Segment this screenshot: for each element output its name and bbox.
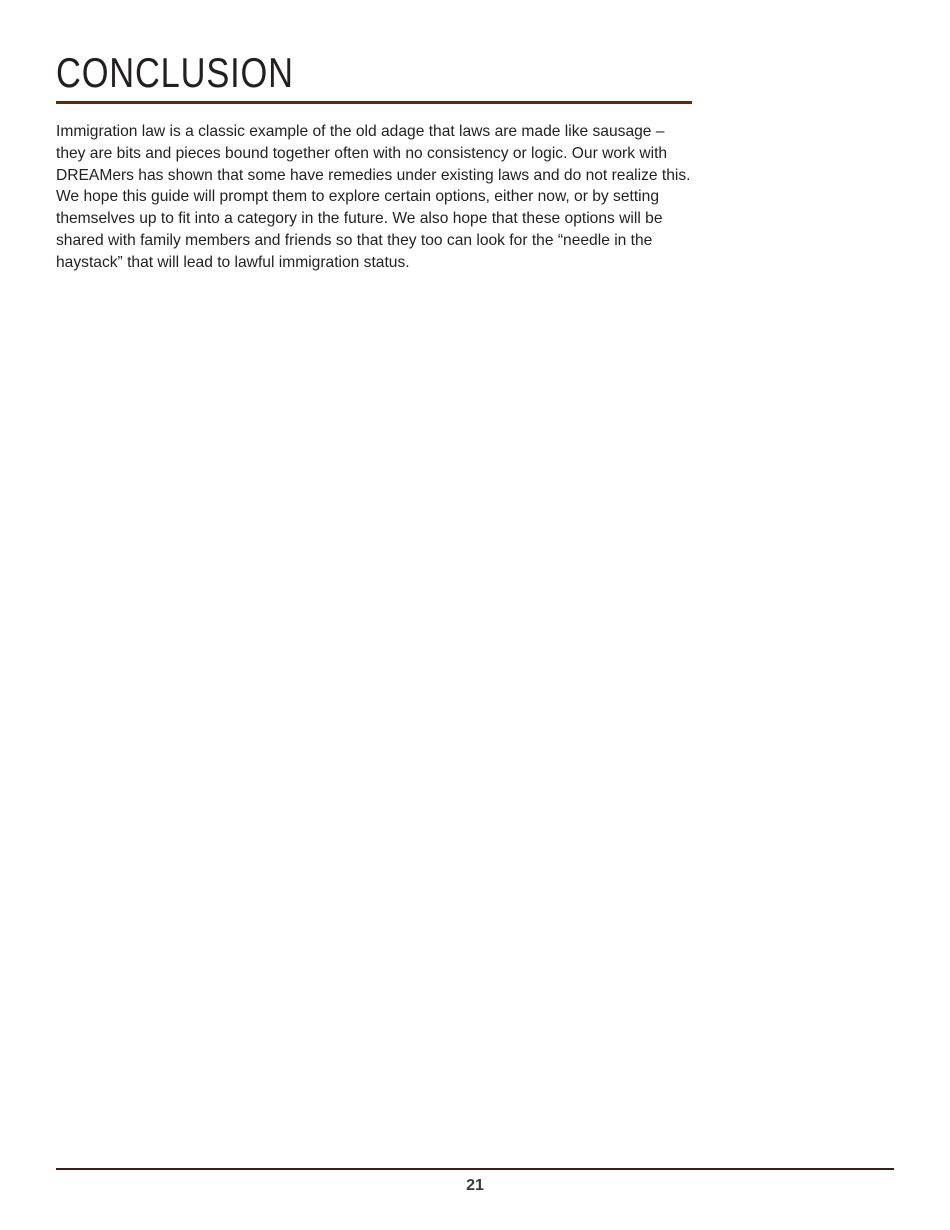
page-title: CONCLUSION	[56, 49, 294, 96]
conclusion-paragraph: Immigration law is a classic example of the old adage that laws are made like sausage – they are bits and pieces bound together often with no consistency or logic. Our work with DREAMers has shown that some have remedies under existing laws and do not realize this. We hope this guide will prompt them to explore certain options, either now, or by setting themselves up to fit into a category in the future. We also hope that these options will be shared with family members and friends so that they too can look for the “needle in the haystack” that will lead to lawful immigration status.	[56, 123, 691, 271]
title-divider	[56, 101, 692, 104]
page-number: 21	[466, 1177, 484, 1194]
footer-divider	[56, 1168, 894, 1170]
